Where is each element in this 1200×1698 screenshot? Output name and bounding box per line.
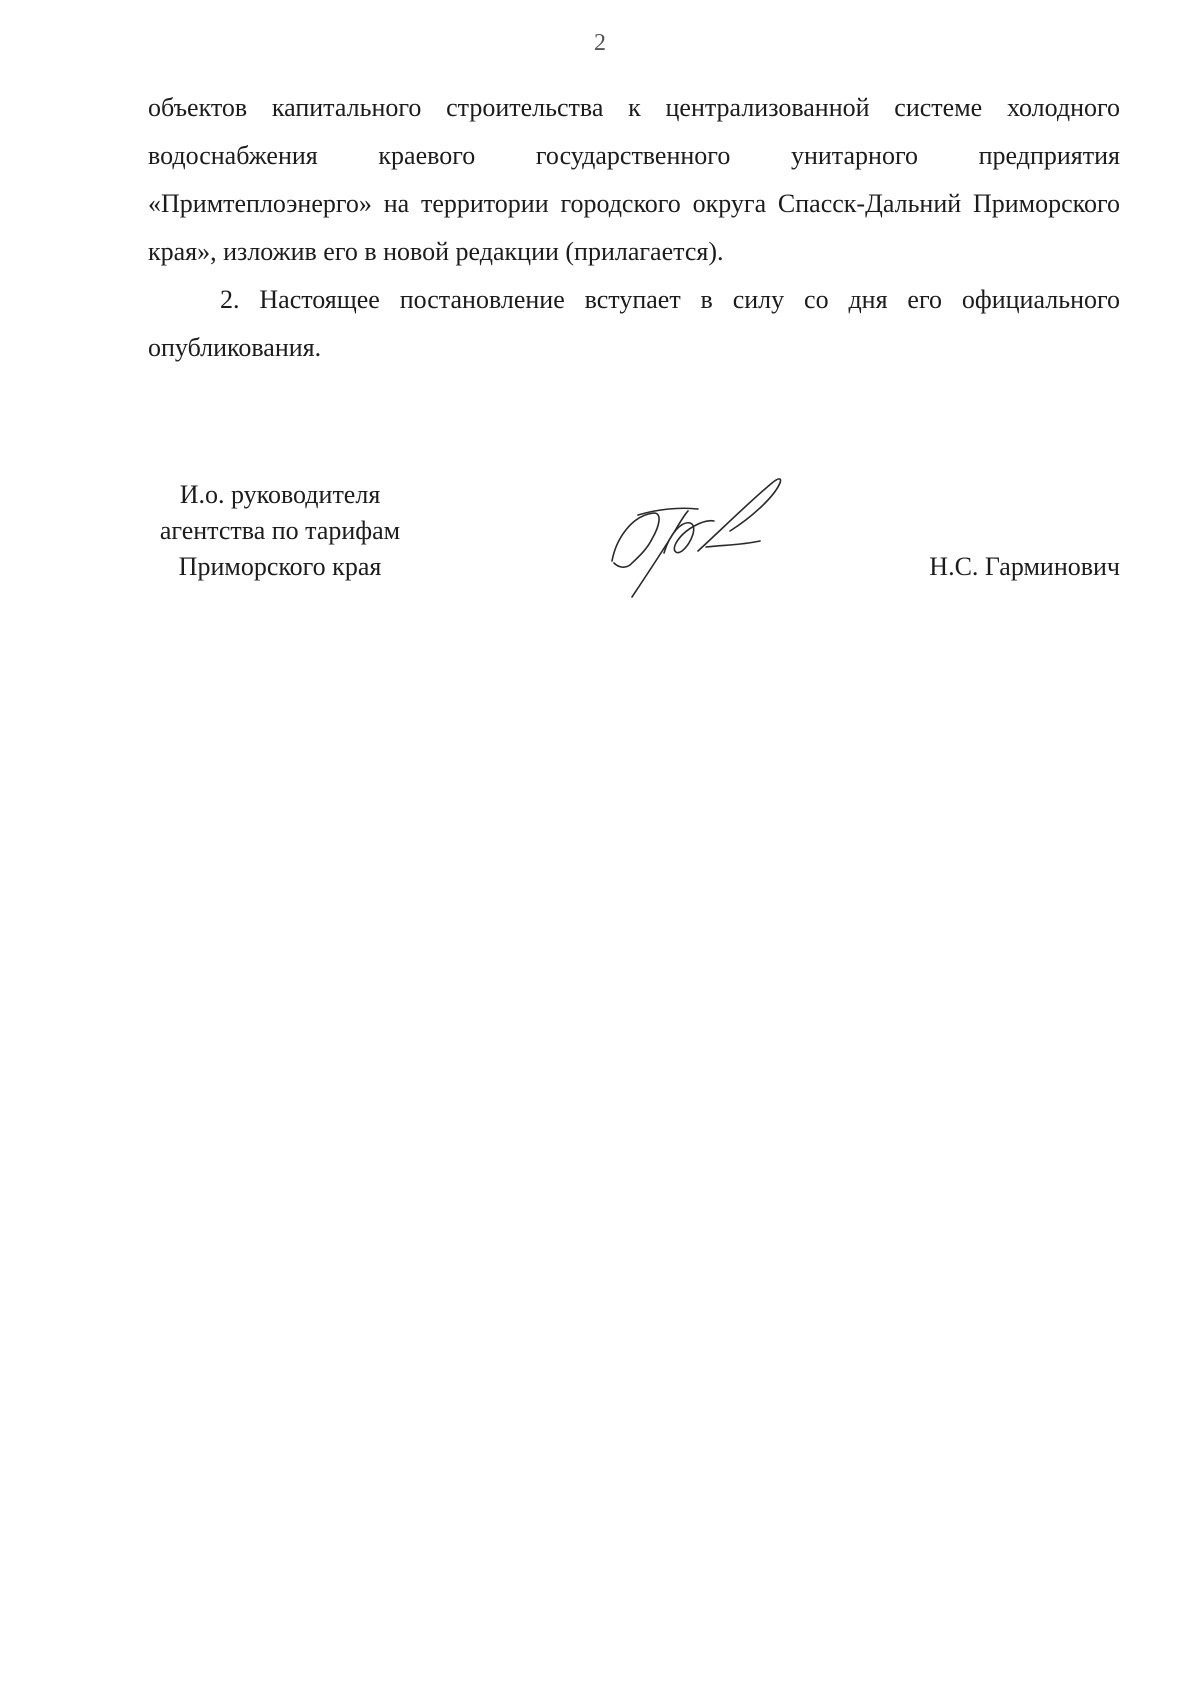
signer-title — [130, 477, 430, 585]
signer-name: Н.С. Гарминович — [929, 552, 1120, 581]
signer-title-line-2: агентства по тарифам — [159, 516, 401, 545]
handwritten-signature — [602, 469, 792, 599]
page-number: 2 — [594, 30, 606, 56]
paragraph-continuation: объектов капитального строительства к централизованной системе холодного водоснабжения краевого государственного унитарного предприятия «Примтеплоэнерго» на территории городского округа Спасск-Дальний Приморского края», изложив его в новой редакции (прилагается). — [148, 93, 1120, 266]
document-body — [148, 84, 1120, 372]
paragraph-2: 2. Настоящее постановление вступает в силу со дня его официального опубликования. — [148, 285, 1120, 362]
signature-block — [130, 477, 1120, 617]
signer-title-line-1: И.о. руководителя — [179, 480, 381, 509]
signer-title-line-3: Приморского края — [178, 552, 382, 581]
